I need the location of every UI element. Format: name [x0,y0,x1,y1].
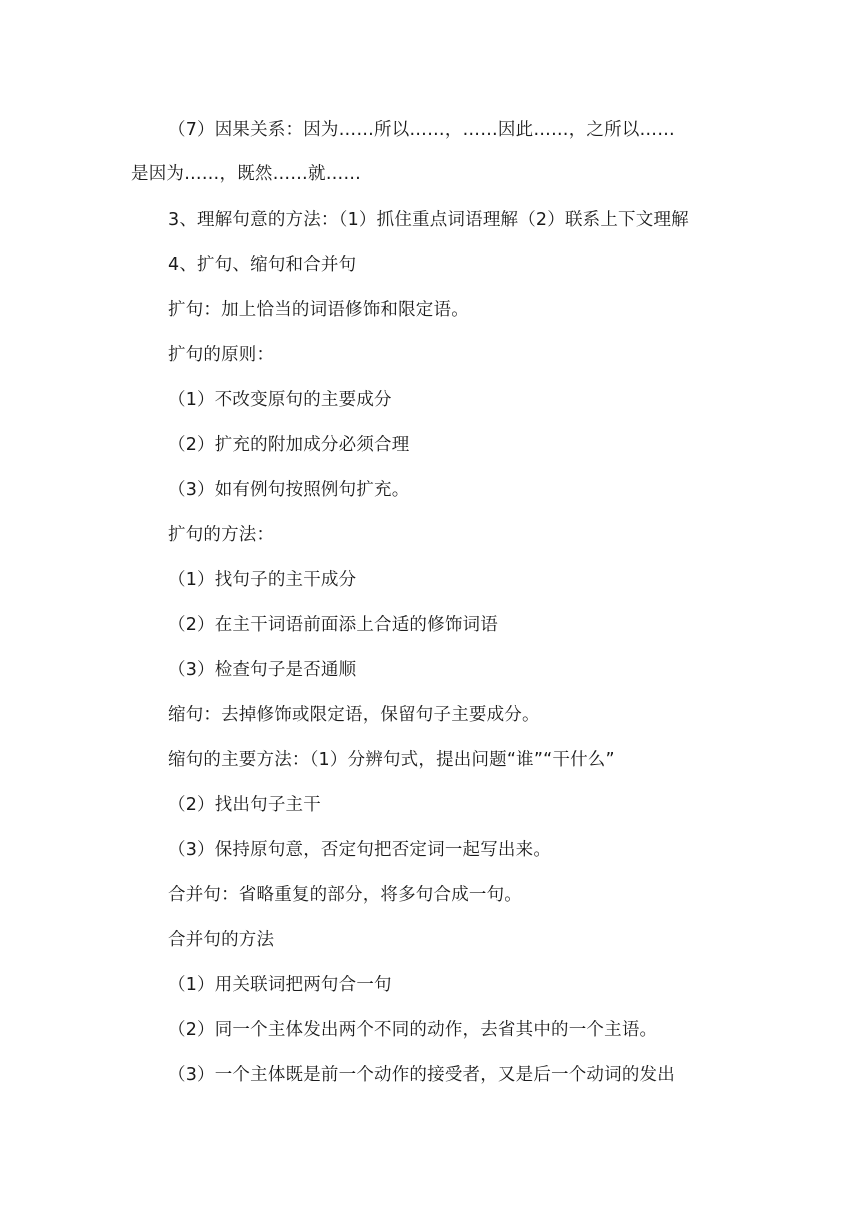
text-line-shrink-def: 缩句：去掉修饰或限定语，保留句子主要成分。 [168,705,540,725]
text-line-merge-methods: 合并句的方法 [168,930,275,950]
text-line-expand-principles: 扩句的原则： [168,345,275,365]
list-item: （3）检查句子是否通顺 [168,660,357,680]
list-item: （2）找出句子主干 [168,795,321,815]
list-item: （2）在主干词语前面添上合适的修饰词语 [168,615,498,635]
list-item: （1）找句子的主干成分 [168,570,357,590]
text-line-merge-def: 合并句：省略重复的部分，将多句合成一句。 [168,885,522,905]
text-line-cause-effect-cont: 是因为……，既然……就…… [131,164,362,184]
text-line-sentence-meaning: 3、理解句意的方法：（1）抓住重点词语理解（2）联系上下文理解 [168,210,689,230]
text-line-expand-methods: 扩句的方法： [168,525,275,545]
list-item: （2）扩充的附加成分必须合理 [168,435,410,455]
list-item: （3）保持原句意，否定句把否定词一起写出来。 [168,840,552,860]
list-item: （2）同一个主体发出两个不同的动作，去省其中的一个主语。 [168,1020,658,1040]
text-line-shrink-methods: 缩句的主要方法：（1）分辨句式，提出问题“谁”“干什么” [168,750,615,770]
list-item: （3）如有例句按照例句扩充。 [168,480,410,500]
list-item: （1）用关联词把两句合一句 [168,975,392,995]
text-line-expand-def: 扩句：加上恰当的词语修饰和限定语。 [168,300,469,320]
section-heading: 4、扩句、缩句和合并句 [168,255,357,275]
text-line-cause-effect: （7）因果关系：因为……所以……，……因此……，之所以…… [168,120,675,140]
list-item: （3）一个主体既是前一个动作的接受者，又是后一个动词的发出 [168,1065,675,1085]
list-item: （1）不改变原句的主要成分 [168,390,392,410]
